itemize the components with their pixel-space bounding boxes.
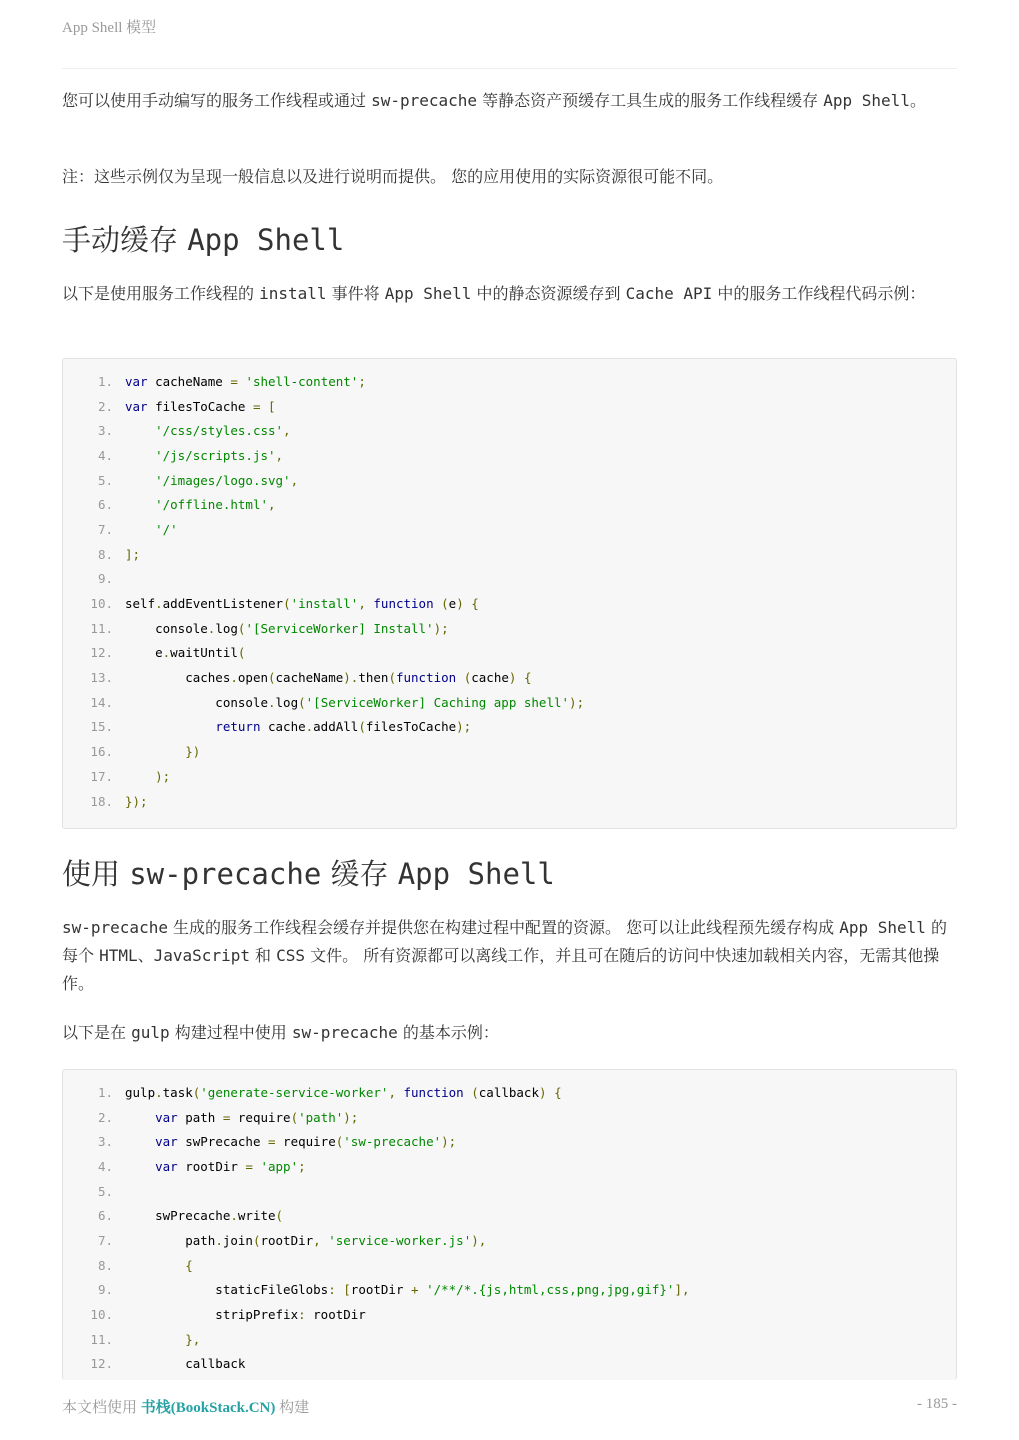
code-token: function [395, 670, 457, 686]
code-text [125, 719, 471, 734]
code-token: ; [298, 1158, 306, 1174]
code-token: swPrecache [125, 1208, 231, 1224]
code-line [63, 517, 956, 542]
code-token: = [222, 1109, 231, 1125]
code-token: rootDir [177, 1158, 246, 1174]
code-line [63, 591, 956, 616]
code-token: ( [471, 1084, 479, 1100]
code-token: cacheName [275, 670, 344, 686]
code-token: '[ServiceWorker] Install' [245, 620, 434, 636]
code-token: , [313, 1232, 321, 1248]
code-line [63, 1228, 956, 1253]
desc-text-2: 事件将 [326, 284, 385, 303]
line-number: 8. [97, 1257, 113, 1273]
code-token: ( [252, 1232, 261, 1248]
code-line [63, 468, 956, 493]
code-token: '/offline.html' [155, 497, 268, 513]
heading-text-2: 缓存 [321, 857, 398, 891]
code-line [63, 418, 956, 443]
code-text [125, 744, 200, 759]
code-token: ); [343, 1109, 359, 1125]
code-token: write [237, 1208, 276, 1224]
code-token: ); [155, 768, 171, 784]
p1-code-css: CSS [276, 946, 306, 965]
page-footer [62, 1396, 957, 1417]
code-token: '[ServiceWorker] Caching app shell' [305, 694, 570, 710]
code-line [63, 1154, 956, 1179]
code-token: ( [275, 1208, 284, 1224]
code-token: callback [125, 1356, 246, 1372]
code-token: var [125, 373, 148, 389]
section-heading-manual-cache [62, 222, 344, 258]
code-token: '/**/*.{js,html,css,png,jpg,gif}' [426, 1282, 675, 1298]
code-token: 'shell-content' [245, 373, 359, 389]
code-line [63, 1352, 956, 1377]
code-token: task [162, 1084, 193, 1100]
code-text [125, 1356, 245, 1371]
line-number: 15. [90, 719, 113, 735]
code-line [63, 641, 956, 666]
code-token: . [268, 694, 276, 710]
code-token: waitUntil [170, 645, 238, 661]
desc-code-app-shell: App Shell [384, 284, 472, 303]
code-token: rootDir [260, 1232, 314, 1248]
code-text [125, 1258, 193, 1273]
code-token [125, 448, 155, 463]
p1-text-5: 文件。 所有资源都可以离线工作，并且可在随后的访问中快速加载相关内容，无需其他操作。 [62, 946, 940, 993]
line-number: 4. [97, 1158, 113, 1174]
note-paragraph: 注：这些示例仅为呈现一般信息以及进行说明而提供。 您的应用使用的实际资源很可能不同。 [62, 167, 724, 186]
code-text [125, 473, 298, 488]
code-token: + [411, 1282, 419, 1298]
code-token: ); [433, 620, 449, 636]
line-number: 7. [97, 1232, 113, 1248]
code-token: { [554, 1084, 562, 1100]
code-token: }); [125, 793, 148, 809]
code-token: var [155, 1134, 178, 1150]
code-token: rootDir [350, 1282, 412, 1298]
line-number: 9. [97, 1282, 113, 1298]
line-number: 13. [90, 670, 113, 686]
p1-text-1: 生成的服务工作线程会缓存并提供您在构建过程中配置的资源。 您可以让此线程预先缓存构成 [167, 918, 840, 937]
code-token: { [185, 1257, 193, 1273]
code-text [125, 1307, 366, 1322]
code-token: gulp [125, 1084, 156, 1100]
section2-example-intro [62, 1019, 957, 1047]
code-token: var [125, 398, 148, 414]
code-token: . [230, 1208, 238, 1224]
code-line [63, 1080, 956, 1105]
p2-text-3: 的基本示例： [397, 1023, 499, 1042]
code-token [125, 719, 215, 734]
code-token [125, 473, 155, 488]
code-text [125, 547, 140, 562]
code-line [63, 1179, 956, 1204]
code-token: ); [441, 1134, 457, 1150]
code-line [63, 1302, 956, 1327]
code-token: path [125, 1232, 216, 1248]
p1-code-html: HTML [99, 946, 138, 965]
code-token: . [155, 596, 163, 612]
line-number: 1. [97, 373, 113, 389]
code-token: require [275, 1134, 336, 1150]
code-token: 'install' [290, 596, 359, 612]
code-token: ) [456, 596, 464, 612]
line-number: 7. [97, 521, 113, 537]
code-token: addAll [313, 719, 359, 735]
code-line [63, 739, 956, 764]
code-token [125, 744, 185, 759]
code-token [125, 1134, 155, 1149]
line-number: 14. [90, 694, 113, 710]
code-text [125, 695, 584, 710]
code-token: ( [441, 596, 449, 612]
code-line [63, 1278, 956, 1303]
code-line [63, 542, 956, 567]
code-line [63, 1203, 956, 1228]
code-block-service-worker[interactable] [62, 358, 957, 829]
code-token [125, 769, 155, 784]
code-token: . [162, 645, 171, 661]
desc-text-4: 中的服务工作线程代码示例： [712, 284, 926, 303]
heading-code-app-shell: App Shell [397, 857, 555, 891]
code-text [125, 1134, 456, 1149]
intro-code-sw-precache: sw-precache [371, 91, 478, 110]
code-token [396, 1085, 404, 1100]
p2-text-2: 构建过程中使用 [169, 1023, 292, 1042]
code-line [63, 492, 956, 517]
code-token: = [252, 398, 261, 414]
footer-prefix: 本文档使用 [62, 1400, 141, 1416]
code-line [63, 443, 956, 468]
code-token: addEventListener [162, 596, 284, 612]
desc-text-1: 以下是使用服务工作线程的 [62, 284, 260, 303]
code-token: = [230, 373, 238, 389]
code-token: require [230, 1109, 291, 1125]
code-token: . [215, 1232, 223, 1248]
code-token: 'sw-precache' [343, 1134, 442, 1150]
code-token: , [275, 447, 284, 463]
code-token [260, 399, 268, 414]
code-token: 'generate-service-worker' [200, 1084, 389, 1100]
code-token: [ [343, 1282, 351, 1298]
code-token: cache [260, 719, 306, 735]
code-line [63, 1105, 956, 1130]
code-token [125, 1332, 185, 1347]
code-token: log [275, 694, 299, 710]
p1-code-sw-precache: sw-precache [62, 918, 168, 937]
code-token: ) [508, 670, 517, 686]
line-number: 17. [90, 768, 113, 784]
code-token: cacheName [147, 373, 231, 389]
section-heading-sw-precache [62, 856, 555, 892]
code-token: ( [237, 620, 246, 636]
code-token [434, 596, 442, 611]
intro-text-3: 。 [909, 91, 926, 110]
code-line [63, 369, 956, 394]
code-token: . [155, 1084, 163, 1100]
heading-code-sw-precache: sw-precache [129, 857, 322, 891]
code-token: console [125, 620, 208, 636]
code-text [125, 769, 170, 784]
code-text [125, 596, 479, 611]
desc-code-cache-api: Cache API [625, 284, 713, 303]
code-token: , [388, 1084, 396, 1100]
code-token: [ [268, 398, 276, 414]
code-token [125, 1258, 185, 1273]
line-number: 11. [90, 620, 113, 636]
code-token [419, 1282, 427, 1297]
footer-suffix: 构建 [275, 1400, 310, 1416]
code-token: ; [358, 373, 366, 389]
code-token: : [328, 1282, 336, 1298]
code-token: . [207, 620, 216, 636]
code-token: , [268, 497, 276, 513]
code-text [125, 448, 283, 463]
header-divider [62, 68, 957, 69]
code-token: ( [463, 670, 472, 686]
intro-paragraph [62, 87, 957, 115]
page-header: App Shell 模型 [62, 20, 157, 36]
line-number: 3. [97, 1134, 113, 1150]
code-token: staticFileGlobs [125, 1282, 329, 1298]
code-token: ( [283, 596, 291, 612]
line-number: 12. [90, 645, 113, 661]
section1-description [62, 280, 957, 308]
section2-paragraph [62, 914, 957, 998]
code-token: ( [358, 719, 366, 735]
code-token: function [373, 596, 434, 612]
code-token: '/js/scripts.js' [155, 447, 276, 463]
code-token: caches [125, 670, 231, 686]
p1-text-2: 的每个 [62, 918, 948, 965]
p1-code-javascript: JavaScript [153, 946, 250, 965]
line-number: 8. [97, 546, 113, 562]
code-text [125, 1110, 358, 1125]
p1-text-4: 和 [249, 946, 277, 965]
p2-text-1: 以下是在 [62, 1023, 132, 1042]
code-token: var [155, 1158, 178, 1174]
code-token: { [471, 596, 479, 612]
code-token [547, 1085, 555, 1100]
code-token: ). [343, 670, 359, 686]
code-token: log [215, 620, 238, 636]
code-token: ( [237, 645, 246, 661]
code-token: ( [290, 1109, 299, 1125]
line-number: 1. [97, 1084, 113, 1100]
code-text [125, 621, 449, 636]
code-token: '/images/logo.svg' [155, 472, 291, 488]
code-token: join [222, 1232, 253, 1248]
code-token: '/' [155, 521, 178, 537]
line-number: 2. [97, 398, 113, 414]
code-token: }, [185, 1331, 201, 1347]
code-token: ], [674, 1282, 690, 1298]
code-block-gulp-task[interactable] [62, 1069, 957, 1380]
code-text [125, 1208, 283, 1223]
code-token: ), [471, 1232, 487, 1248]
code-text [125, 1233, 486, 1248]
line-number: 3. [97, 423, 113, 439]
code-token: . [230, 670, 238, 686]
code-line [63, 789, 956, 814]
code-token [125, 497, 155, 512]
code-token: open [237, 670, 268, 686]
line-number: 2. [97, 1109, 113, 1125]
code-line [63, 665, 956, 690]
code-line [63, 394, 956, 419]
code-line [63, 567, 956, 592]
code-token: : [298, 1307, 306, 1323]
code-token: . [305, 719, 314, 735]
code-text [125, 522, 178, 537]
code-line [63, 616, 956, 641]
code-token [125, 1159, 155, 1174]
code-token: stripPrefix [125, 1307, 299, 1323]
code-token [125, 1110, 155, 1125]
line-number: 5. [97, 1183, 113, 1199]
code-token: 'service-worker.js' [328, 1232, 472, 1248]
code-token [516, 670, 524, 685]
code-token: , [283, 423, 291, 439]
line-number: 12. [90, 1356, 113, 1372]
code-line [63, 1327, 956, 1352]
code-token: 'path' [298, 1109, 344, 1125]
code-text [125, 374, 366, 389]
p2-code-gulp: gulp [131, 1023, 170, 1042]
code-text [125, 1159, 306, 1174]
line-number: 5. [97, 472, 113, 488]
code-token: filesToCache [365, 719, 457, 735]
code-token: ); [456, 719, 472, 735]
code-line [63, 764, 956, 789]
line-number: 11. [90, 1331, 113, 1347]
code-token: 'app' [260, 1158, 299, 1174]
heading-text: 使用 [62, 857, 130, 891]
code-token: cache [471, 670, 509, 686]
p2-code-sw-precache: sw-precache [291, 1023, 398, 1042]
code-token: console [125, 694, 268, 710]
code-token: , [290, 472, 299, 488]
code-token: = [268, 1134, 276, 1150]
heading-text: 手动缓存 [62, 223, 188, 257]
code-token: '/css/styles.css' [155, 423, 284, 439]
p1-code-app-shell: App Shell [839, 918, 926, 937]
line-number: 10. [90, 596, 113, 612]
intro-code-app-shell: App Shell [823, 91, 910, 110]
page-number: - 185 - [917, 1396, 957, 1412]
desc-text-3: 中的静态资源缓存到 [471, 284, 626, 303]
code-token: self [125, 596, 156, 612]
code-token: callback [478, 1084, 539, 1100]
code-token: ( [192, 1084, 201, 1100]
code-text [125, 497, 276, 512]
intro-text-2: 等静态资产预缓存工具生成的服务工作线程缓存 [477, 91, 824, 110]
code-token: ( [388, 670, 396, 686]
code-token: , [358, 596, 366, 612]
code-token: ) [539, 1084, 547, 1100]
code-text [125, 1282, 690, 1297]
code-text [125, 670, 531, 685]
code-token: e [125, 645, 163, 661]
code-line [63, 715, 956, 740]
code-line [63, 690, 956, 715]
intro-text-1: 您可以使用手动编写的服务工作线程或通过 [62, 91, 372, 110]
heading-code: App Shell [187, 223, 345, 257]
code-text [125, 794, 148, 809]
code-text [125, 399, 276, 414]
line-number: 6. [97, 1208, 113, 1224]
code-token [456, 670, 464, 685]
line-number: 16. [90, 744, 113, 760]
code-line [63, 1253, 956, 1278]
p1-text-3: 、 [137, 946, 154, 965]
code-text [125, 645, 245, 660]
code-token: = [245, 1158, 253, 1174]
line-number: 6. [97, 497, 113, 513]
code-text [125, 1085, 562, 1100]
code-text [125, 1332, 200, 1347]
code-token: ); [569, 694, 585, 710]
code-token: swPrecache [177, 1134, 268, 1150]
code-token: rootDir [305, 1307, 366, 1323]
code-token: return [215, 719, 261, 735]
bookstack-link[interactable]: 书栈(BookStack.CN) [140, 1400, 276, 1416]
code-token: ]; [125, 546, 141, 562]
code-token: ( [298, 694, 306, 710]
code-token [125, 522, 155, 537]
code-token: then [358, 670, 389, 686]
code-token [125, 423, 155, 438]
code-token: function [403, 1084, 464, 1100]
line-number: 4. [97, 447, 113, 463]
code-token: e [448, 596, 457, 612]
line-number: 18. [90, 793, 113, 809]
code-text [125, 423, 291, 438]
code-token: path [177, 1109, 223, 1125]
desc-code-install: install [259, 284, 327, 303]
code-token: ( [268, 670, 276, 686]
code-token: }) [185, 744, 201, 760]
code-token: ( [335, 1134, 344, 1150]
line-number: 9. [97, 571, 113, 587]
code-token: filesToCache [147, 398, 253, 414]
code-token: { [523, 670, 532, 686]
code-token: var [155, 1109, 178, 1125]
code-line [63, 1129, 956, 1154]
line-number: 10. [90, 1307, 113, 1323]
